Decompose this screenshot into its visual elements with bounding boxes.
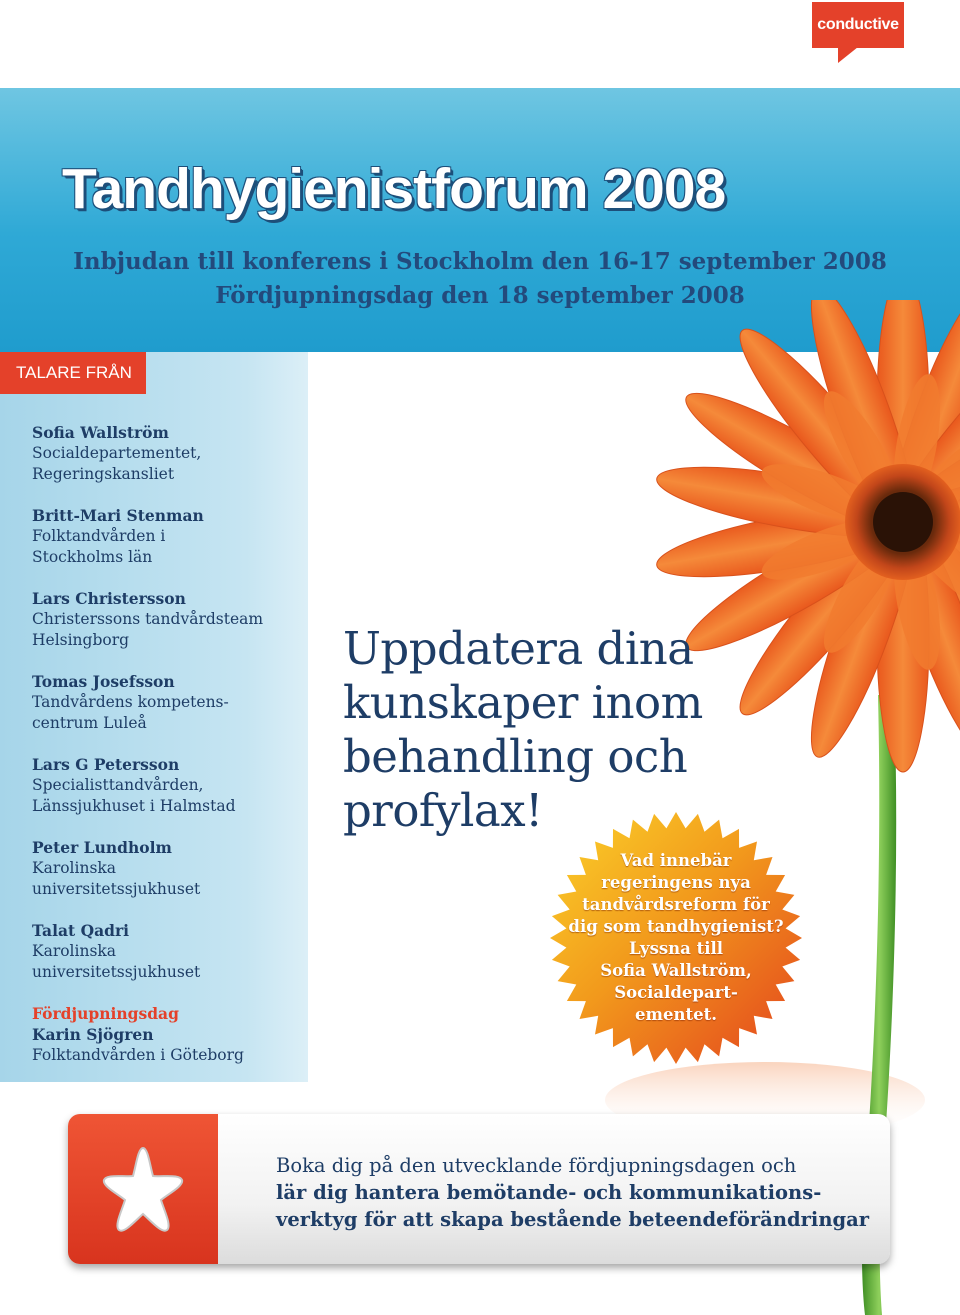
banner-line-2: lär dig hantera bemötande- och kommunikations- <box>276 1181 822 1204</box>
speaker-item <box>32 837 302 900</box>
speaker-list <box>32 422 302 1086</box>
subtitle-conference: Inbjudan till konferens i Stockholm den 16-17 september 2008 <box>73 248 887 275</box>
speaker-org: Socialdepartementet, Regeringskansliet <box>32 444 202 483</box>
subtitle-fordjupningsdag: Fördjupningsdag den 18 september 2008 <box>215 282 745 309</box>
speaker-org: Specialisttandvården, Länssjukhuset i Halmstad <box>32 776 236 815</box>
speaker-org: Christerssons tandvårdsteam Helsingborg <box>32 610 264 649</box>
speaker-name: Sofia Wallström <box>32 423 169 442</box>
burst-line: dig som tandhygienist? <box>568 917 784 936</box>
speaker-kicker: Fördjupningsdag <box>32 1004 179 1023</box>
speaker-item <box>32 920 302 983</box>
burst-line: Sofia Wallström, <box>600 961 752 980</box>
conductive-logo: conductive <box>812 2 904 48</box>
speaker-org: Folktandvården i Göteborg <box>32 1046 244 1064</box>
speaker-item <box>32 422 302 485</box>
speaker-name: Britt-Mari Stenman <box>32 506 204 525</box>
burst-line: regeringens nya <box>601 873 751 892</box>
speaker-name: Peter Lundholm <box>32 838 172 857</box>
burst-line: Lyssna till <box>628 939 724 958</box>
speaker-item <box>32 588 302 651</box>
headline-line: Uppdatera dina <box>343 622 694 675</box>
burst-line: Vad innebär <box>620 851 732 870</box>
speaker-org: Karolinska universitetssjukhuset <box>32 942 201 981</box>
speaker-org: Folktandvården i Stockholms län <box>32 527 166 566</box>
starfish-icon <box>68 1114 218 1264</box>
speaker-name: Tomas Josefsson <box>32 672 175 691</box>
speaker-item <box>32 505 302 568</box>
speaker-name: Talat Qadri <box>32 921 130 940</box>
banner-red-panel <box>68 1114 218 1264</box>
speaker-org: Tandvårdens kompetens- centrum Luleå <box>32 693 229 732</box>
speaker-name: Karin Sjögren <box>32 1025 154 1044</box>
banner-line-1: Boka dig på den utvecklande fördjupningsdagen och <box>276 1154 797 1177</box>
talare-fran-tag: TALARE FRÅN <box>0 352 146 394</box>
headline <box>343 622 743 838</box>
speaker-item <box>32 1003 302 1066</box>
fordjupningsdag-banner <box>68 1114 890 1264</box>
burst-line: Socialdepart- <box>614 983 738 1002</box>
page-title: Tandhygienistforum 2008 <box>62 157 726 221</box>
speaker-name: Lars Christersson <box>32 589 186 608</box>
starburst-text <box>548 850 804 1026</box>
speaker-item <box>32 671 302 734</box>
banner-line-3: verktyg för att skapa bestående beteendeförändringar <box>276 1208 870 1231</box>
banner-text <box>276 1152 876 1233</box>
top-bar <box>0 0 960 88</box>
headline-line: profylax! <box>343 784 543 837</box>
headline-line: behandling och <box>343 730 688 783</box>
burst-line: tandvårdsreform för <box>582 895 770 914</box>
burst-line: ementet. <box>635 1005 717 1024</box>
speaker-item <box>32 754 302 817</box>
headline-line: kunskaper inom <box>343 676 703 729</box>
speaker-org: Karolinska universitetssjukhuset <box>32 859 201 898</box>
logo-speech-tail <box>838 47 858 63</box>
speaker-name: Lars G Petersson <box>32 755 180 774</box>
